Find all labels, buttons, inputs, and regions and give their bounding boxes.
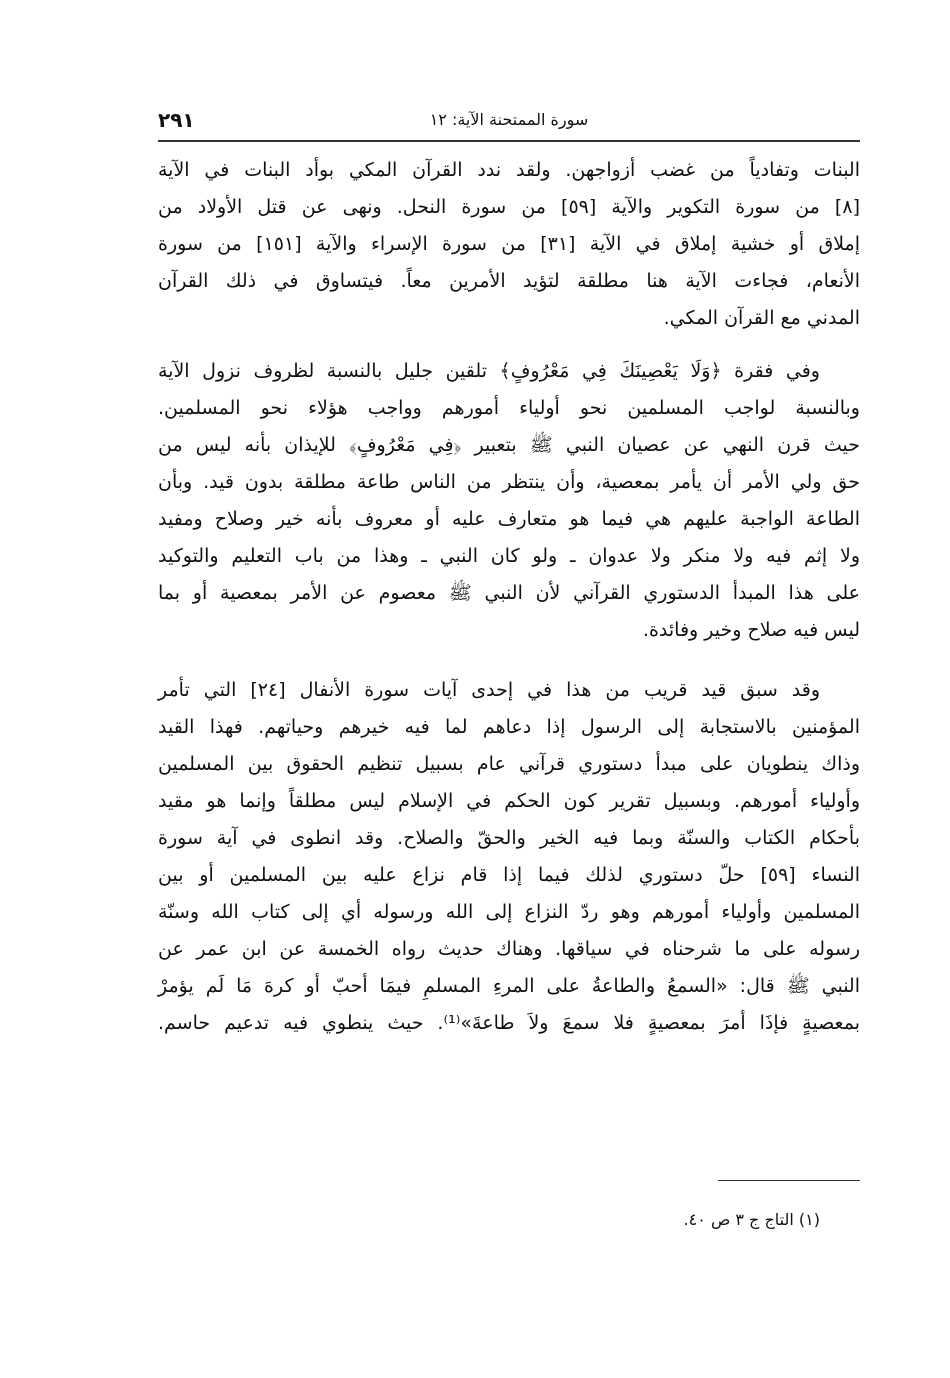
header-title: سورة الممتحنة الآية: ١٢ <box>429 110 589 129</box>
paragraph-1 <box>158 152 860 337</box>
paragraph-2 <box>158 353 860 649</box>
text-line: رسوله على ما شرحناه في سياقها. وهناك حديث رواه الخمسة عن ابن عمر عن <box>158 938 860 960</box>
text-line: [٨] من سورة التكوير والآية [٥٩] من سورة النحل. ونهى عن قتل الأولاد من <box>158 196 860 218</box>
text-line: الأنعام، فجاءت الآية هنا مطلقة لتؤيد الأمرين معاً. فيتساوق في ذلك القرآن <box>158 270 860 292</box>
text-line: الطاعة الواجبة عليهم هي فيما هو متعارف عليه أو معروف بأنه خير وصلاح ومفيد <box>158 508 860 530</box>
text-line: بأحكام الكتاب والسنّة وبما فيه الخير والحقّ والصلاح. وقد انطوى في آية سورة <box>158 827 860 849</box>
text-line: بمعصيةٍ فإذَا أمرَ بمعصيةٍ فلا سمعَ ولاَ طاعةَ»⁽¹⁾. حيث ينطوي فيه تدعيم حاسم. <box>158 1012 860 1034</box>
footnote: (١) التاج ج ٣ ص ٤٠. <box>683 1210 820 1229</box>
text-line: حق ولي الأمر أن يأمر بمعصية، وأن ينتظر من الناس طاعة مطلقة بدون قيد. وبأن <box>158 471 860 493</box>
text-line: إملاق أو خشية إملاق في الآية [٣١] من سورة الإسراء والآية [١٥١] من سورة <box>158 233 861 255</box>
page-number: ٢٩١ <box>158 108 195 132</box>
text-line: وذاك ينطويان على مبدأ دستوري قرآني عام بسبيل تنظيم الحقوق بين المسلمين <box>158 753 860 775</box>
text-line: على هذا المبدأ الدستوري القرآني لأن النبي ﷺ معصوم عن الأمر بمعصية أو بما <box>158 582 860 604</box>
text-line: حيث قرن النهي عن عصيان النبي ﷺ بتعبير ﴿فِي مَعْرُوفٍ﴾ للإيذان بأنه ليس من <box>158 434 860 456</box>
text-line: المسلمين وأولياء أمورهم وهو ردّ النزاع إلى الله ورسوله أي إلى كتاب الله وسنّة <box>158 901 860 923</box>
text-line: النساء [٥٩] حلّ دستوري لذلك فيما إذا قام نزاع عليه بين المسلمين أو بين <box>158 864 860 886</box>
text-line: وأولياء أمورهم. وبسبيل تقرير كون الحكم في الإسلام ليس مطلقاً وإنما هو مقيد <box>158 790 860 812</box>
running-header <box>158 106 860 136</box>
text-line: المؤمنين بالاستجابة إلى الرسول إذا دعاهم لما فيه خيرهم وحياتهم. فهذا القيد <box>158 716 860 738</box>
text-line: البنات وتفادياً من غضب أزواجهن. ولقد ندد القرآن المكي بوأد البنات في الآية <box>158 159 860 181</box>
text-line: وبالنسبة لواجب المسلمين نحو أولياء أمورهم وواجب هؤلاء نحو المسلمين. <box>158 397 860 419</box>
text-line: وفي فقرة ﴿وَلَا يَعْصِينَكَ فِي مَعْرُوفٍ﴾ تلقين جليل بالنسبة لظروف نزول الآية <box>158 360 820 382</box>
header-divider <box>158 140 860 142</box>
paragraph-3 <box>158 672 860 1042</box>
footnote-divider <box>718 1180 860 1181</box>
body-text <box>158 152 860 1058</box>
text-line: ولا إثم فيه ولا منكر ولا عدوان ـ ولو كان النبي ـ وهذا من باب التعليم والتوكيد <box>158 545 860 567</box>
text-line: النبي ﷺ قال: «السمعُ والطاعةُ على المرءِ المسلمِ فيمَا أحبّ أو كرهَ مَا لَم يؤمرْ <box>158 975 860 997</box>
text-line: ليس فيه صلاح وخير وفائدة. <box>642 619 860 641</box>
text-line: المدني مع القرآن المكي. <box>663 307 860 329</box>
text-line: وقد سبق قيد قريب من هذا في إحدى آيات سورة الأنفال [٢٤] التي تأمر <box>158 679 820 701</box>
